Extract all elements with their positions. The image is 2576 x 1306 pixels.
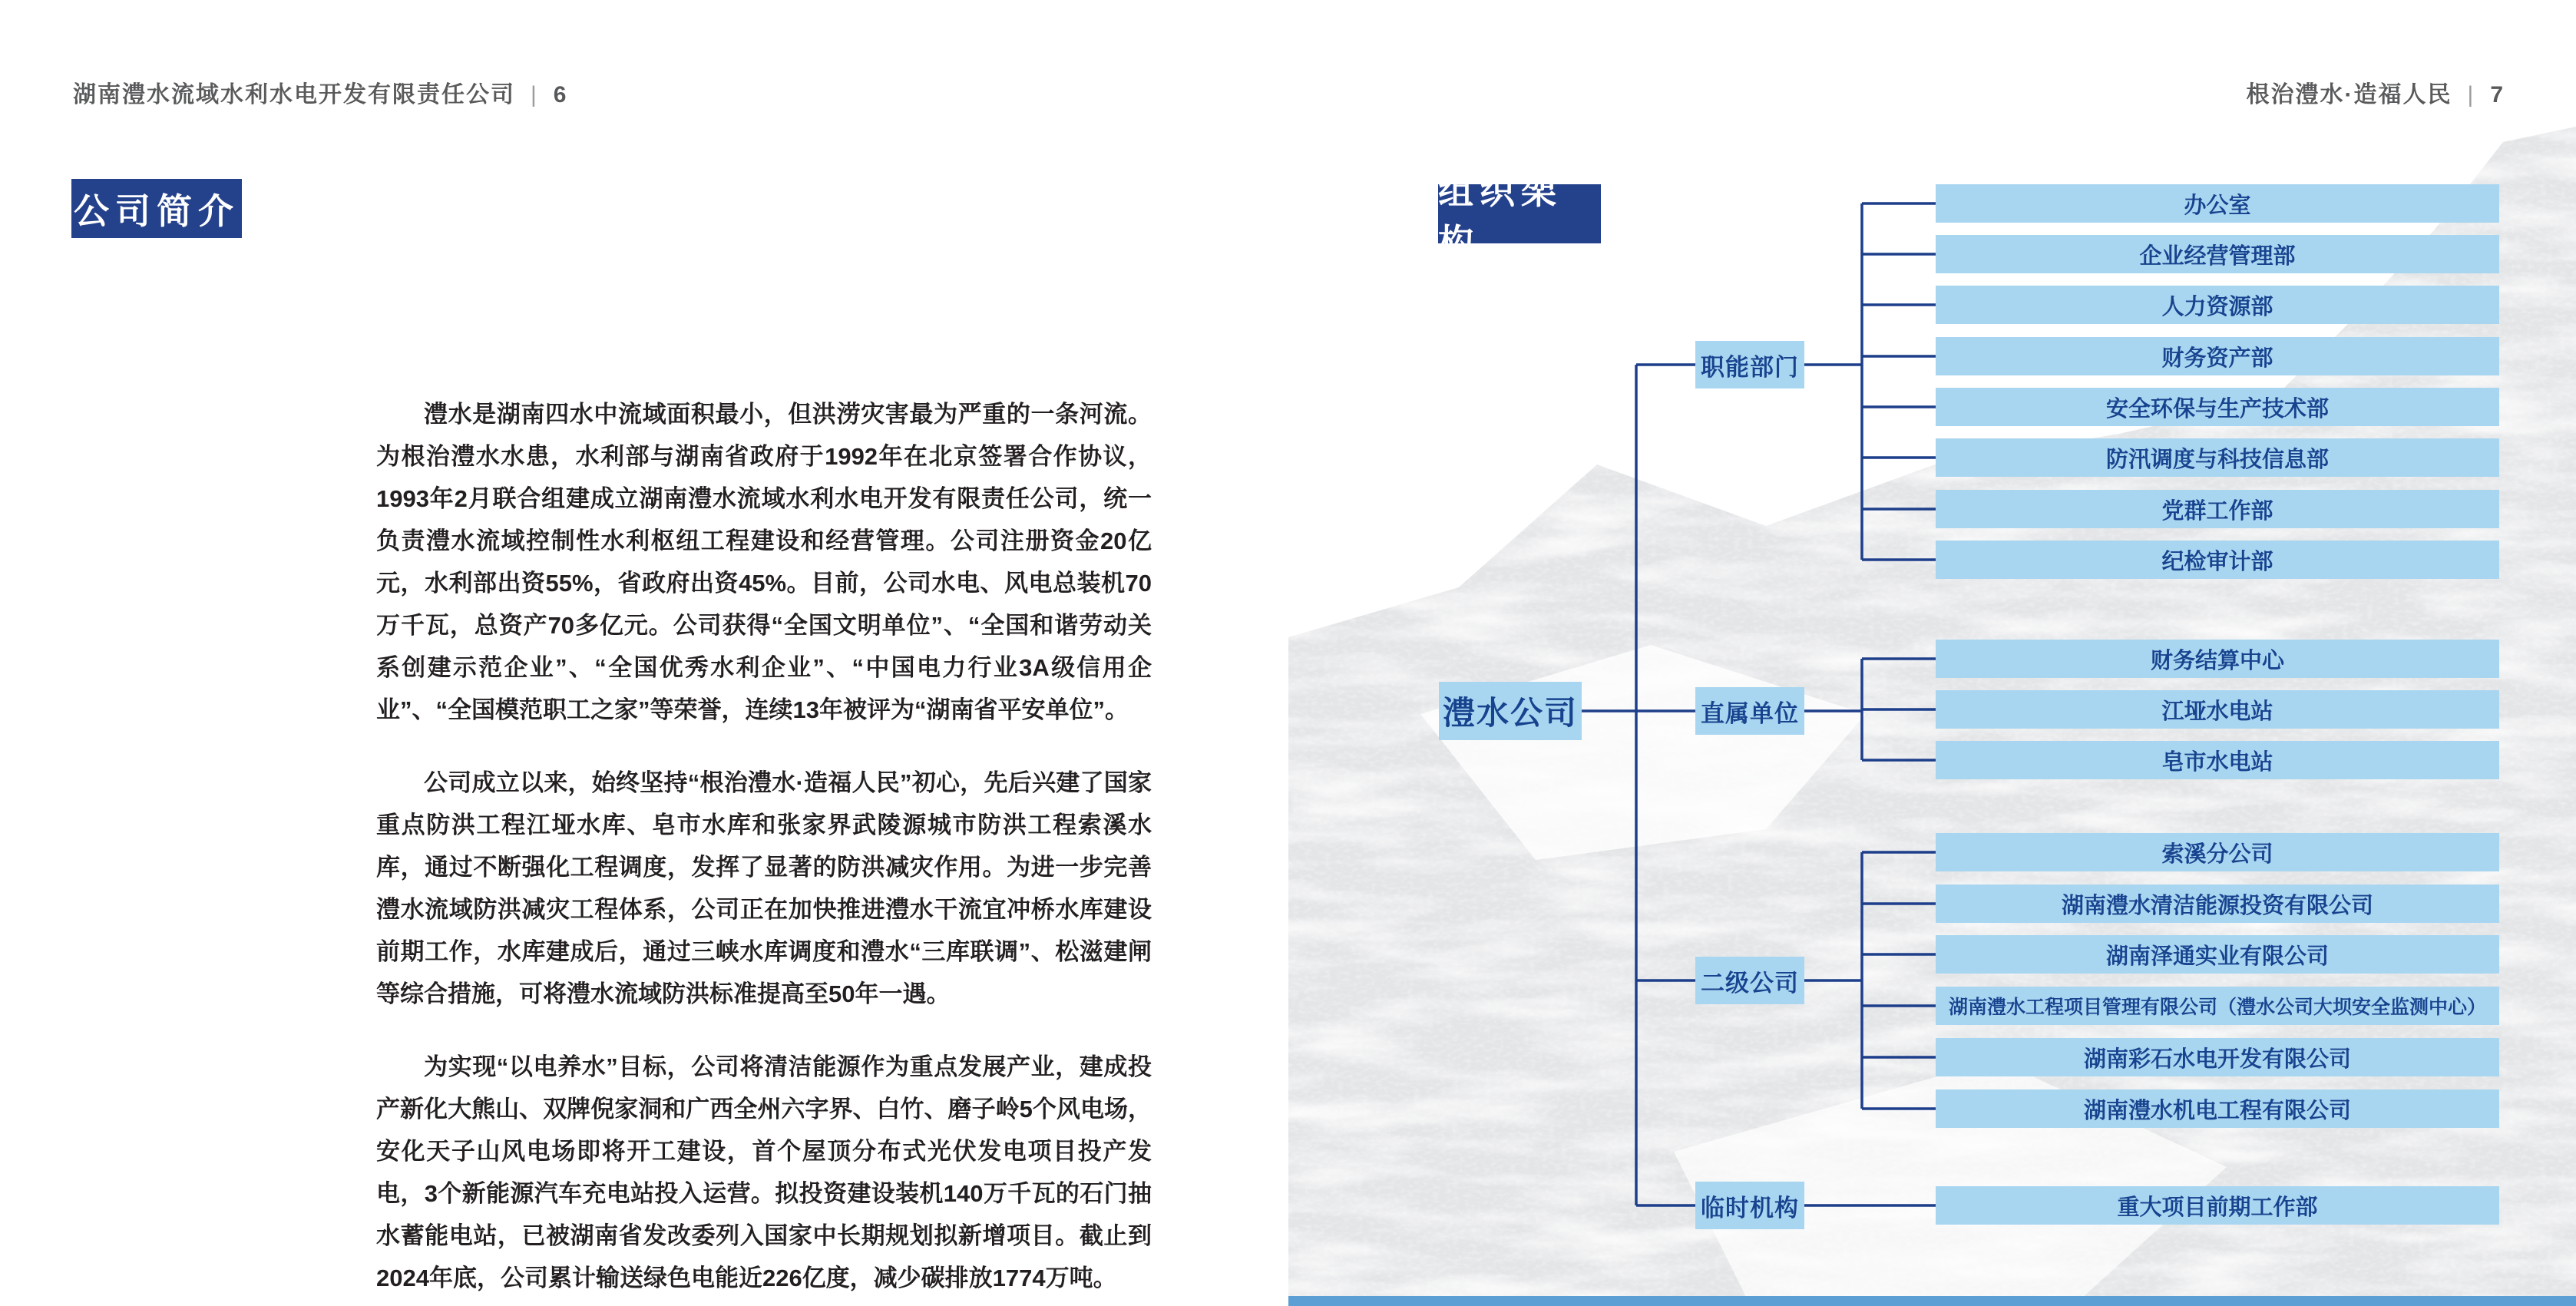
org-unit-box: 湖南澧水工程项目管理有限公司（澧水公司大坝安全监测中心）	[1936, 987, 2499, 1025]
org-unit-box: 安全环保与生产技术部	[1936, 388, 2499, 426]
intro-paragraph: 澧水是湖南四水中流域面积最小，但洪涝灾害最为严重的一条河流。为根治澧水水患，水利部与湖南省政府于1992年在北京签署合作协议，1993年2月联合组建成立湖南澧水流域水利水电开发有限责任公司，统一负责澧水流域控制性水利枢纽工程建设和经营管理。公司注册资金20亿元，水利部出资55%，省政府出资45%。目前，公司水电、风电总装机70万千瓦，总资产70多亿元。公司获得“全国文明单位”、“全国和谐劳动关系创建示范企业”、“全国优秀水利企业”、“中国电力行业3A级信用企业”、“全国模范职工之家”等荣誉，连续13年被评为“湖南省平安单位”。	[376, 401, 1152, 723]
bottom-accent-bar	[1288, 1296, 2576, 1306]
org-unit-box: 纪检审计部	[1936, 541, 2499, 579]
org-unit-box: 防汛调度与科技信息部	[1936, 438, 2499, 477]
org-branch-label: 临时机构	[1695, 1182, 1804, 1229]
page-number-left: 6	[553, 82, 568, 107]
org-branch-label: 直属单位	[1695, 687, 1804, 735]
org-unit-box: 湖南澧水清洁能源投资有限公司	[1936, 884, 2499, 923]
org-branch-label: 职能部门	[1695, 341, 1804, 388]
org-unit-box: 湖南澧水机电工程有限公司	[1936, 1089, 2499, 1128]
org-unit-box: 湖南泽通实业有限公司	[1936, 935, 2499, 974]
company-name-header: 湖南澧水流域水利水电开发有限责任公司	[73, 82, 515, 107]
org-root-node: 澧水公司	[1439, 682, 1582, 740]
org-unit-box: 湖南彩石水电开发有限公司	[1936, 1038, 2499, 1076]
slogan-header: 根治澧水·造福人民	[2246, 82, 2452, 107]
header-divider-right: |	[2467, 82, 2475, 107]
org-unit-box: 索溪分公司	[1936, 833, 2499, 871]
org-unit-box: 人力资源部	[1936, 286, 2499, 324]
org-unit-box: 办公室	[1936, 184, 2499, 223]
intro-paragraph: 公司成立以来，始终坚持“根治澧水·造福人民”初心，先后兴建了国家重点防洪工程江垭水库、皂市水库和张家界武陵源城市防洪工程索溪水库，通过不断强化工程调度，发挥了显著的防洪减灾作用。为进一步完善澧水流域防洪减灾工程体系，公司正在加快推进澧水干流宜冲桥水库建设前期工作，水库建成后，通过三峡水库调度和澧水“三库联调”、松滋建闸等综合措施，可将澧水流域防洪标准提高至50年一遇。	[376, 769, 1152, 1007]
org-unit-box: 党群工作部	[1936, 490, 2499, 528]
org-unit-box: 江垭水电站	[1936, 690, 2499, 729]
org-unit-box: 皂市水电站	[1936, 741, 2499, 779]
org-unit-box: 财务资产部	[1936, 337, 2499, 375]
org-unit-box: 财务结算中心	[1936, 640, 2499, 678]
company-intro-text	[376, 393, 1152, 1306]
org-branch-label: 二级公司	[1695, 957, 1804, 1004]
page-number-right: 7	[2490, 82, 2505, 107]
org-unit-box: 重大项目前期工作部	[1936, 1186, 2499, 1225]
intro-paragraph: 为实现“以电养水”目标，公司将清洁能源作为重点发展产业，建成投产新化大熊山、双牌倪家洞和广西全州六字界、白竹、磨子岭5个风电场，安化天子山风电场即将开工建设，首个屋顶分布式光伏发电项目投产发电，3个新能源汽车充电站投入运营。拟投资建设装机140万千瓦的石门抽水蓄能电站，已被湖南省发改委列入国家中长期规划拟新增项目。截止到2024年底，公司累计输送绿色电能近226亿度，减少碳排放1774万吨。	[376, 1053, 1152, 1291]
section-title-org-structure: 组织架构	[1438, 184, 1601, 243]
header-divider-left: |	[531, 82, 538, 107]
section-title-company-intro: 公司简介	[71, 179, 242, 238]
org-unit-box: 企业经营管理部	[1936, 235, 2499, 273]
